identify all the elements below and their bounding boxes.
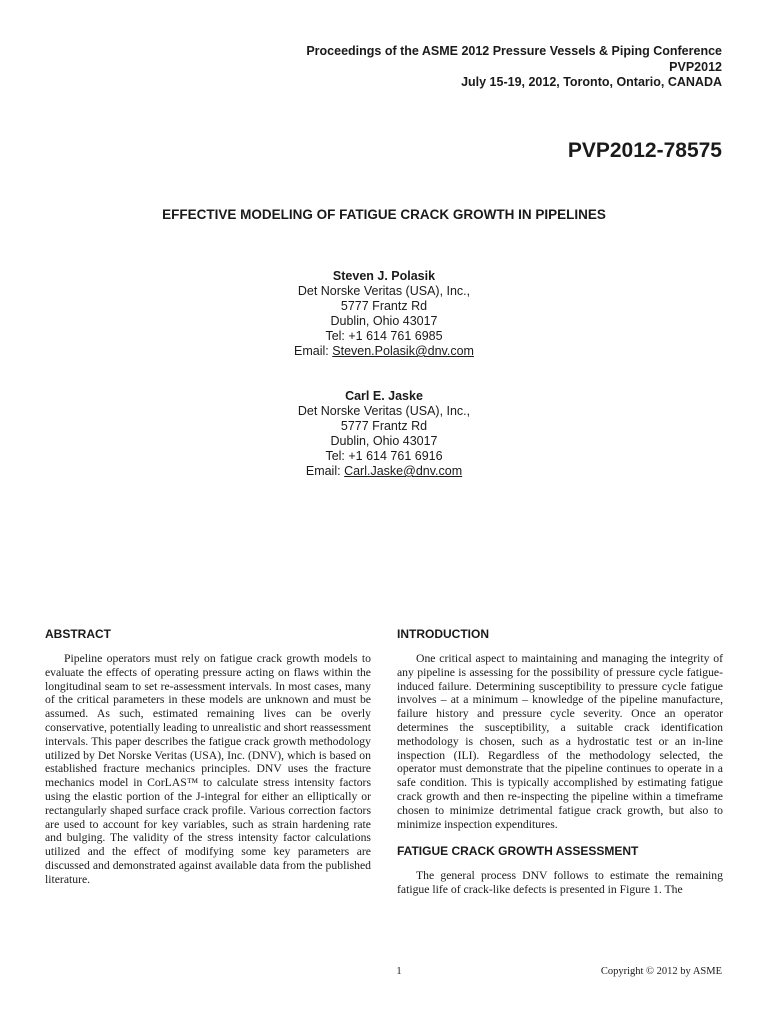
author-block <box>0 269 768 359</box>
author-tel: Tel: +1 614 761 6985 <box>325 329 443 343</box>
page-number: 1 <box>396 966 402 977</box>
introduction-heading: INTRODUCTION <box>397 627 489 641</box>
copyright-notice: Copyright © 2012 by ASME <box>600 966 722 977</box>
author-city: Dublin, Ohio 43017 <box>330 314 438 328</box>
email-label: Email: <box>294 344 329 358</box>
abstract-heading: ABSTRACT <box>45 627 111 641</box>
author-affiliation: Det Norske Veritas (USA), Inc., <box>297 404 471 418</box>
conference-header <box>306 44 722 91</box>
author-street: 5777 Frantz Rd <box>340 299 428 313</box>
conference-date-location: July 15-19, 2012, Toronto, Ontario, CANADA <box>461 75 722 89</box>
author-street: 5777 Frantz Rd <box>340 419 428 433</box>
email-label: Email: <box>305 464 341 478</box>
author-tel: Tel: +1 614 761 6916 <box>325 449 443 463</box>
author-affiliation: Det Norske Veritas (USA), Inc., <box>297 284 471 298</box>
author-block <box>0 389 768 479</box>
author-name: Carl E. Jaske <box>345 389 423 403</box>
author-city: Dublin, Ohio 43017 <box>330 434 438 448</box>
right-column <box>397 627 723 897</box>
author-email-line <box>0 464 768 479</box>
fatigue-assessment-heading: FATIGUE CRACK GROWTH ASSESSMENT <box>397 844 639 859</box>
introduction-text: One critical aspect to maintaining and managing the integrity of any pipeline is assessing for the possibility of pressure cycle fatigue-induced failure. Determining susceptibility to pressure cycle fatigue involves – at a minimum – knowledge of the pipeline manufacture, failure history and pressure cycle severity. Once an operator determines the susceptibility, a suitable crack identification methodology is chosen, such as a hydrostatic test or an in-line inspection (ILI). Regardless of the methodology selected, the operator must demonstrate that the pipeline continues to operate in a safe condition. This is typically accomplished by estimating fatigue crack growth and then re-inspecting the pipeline within a timeframe chosen to minimize detrimental fatigue crack growth, but also to minimize inspection expenditures. <box>397 652 723 831</box>
paper-title: EFFECTIVE MODELING OF FATIGUE CRACK GROWTH IN PIPELINES <box>162 207 606 222</box>
abstract-text: Pipeline operators must rely on fatigue crack growth models to evaluate the effects of operating pressure acting on flaws within the longitudinal seam to set re-assessment intervals. In most cases, many of the critical parameters in these models are unknown and must be assumed. As such, estimated remaining lives can be overly conservative, potentially leading to unrealistic and short reassessment intervals. This paper describes the fatigue crack growth methodology utilized by Det Norske Veritas (USA), Inc. (DNV), which is based on established fracture mechanics principles. DNV uses the fracture mechanics model in CorLAS™ to calculate stress intensity factors using the elastic portion of the J-integral for either an elliptically or rectangularly shaped surface crack profile. Various correction factors are used to account for key variables, such as strain hardening rate and bulging. The validity of the stress intensity factor calculations utilized and the effect of modifying some key parameters are discussed and demonstrated against available data from the published literature. <box>45 652 371 886</box>
paper-number: PVP2012-78575 <box>567 139 722 162</box>
author-name: Steven J. Polasik <box>332 269 436 283</box>
author-email-link[interactable]: Steven.Polasik@dnv.com <box>332 344 474 358</box>
fatigue-assessment-text: The general process DNV follows to estimate the remaining fatigue life of crack-like defects is presented in Figure 1. The <box>397 869 723 897</box>
left-column <box>45 627 371 887</box>
author-email-line <box>0 344 768 359</box>
conference-name: Proceedings of the ASME 2012 Pressure Vessels & Piping Conference <box>306 44 722 58</box>
author-email-link[interactable]: Carl.Jaske@dnv.com <box>344 464 463 478</box>
conference-abbrev: PVP2012 <box>669 59 722 74</box>
